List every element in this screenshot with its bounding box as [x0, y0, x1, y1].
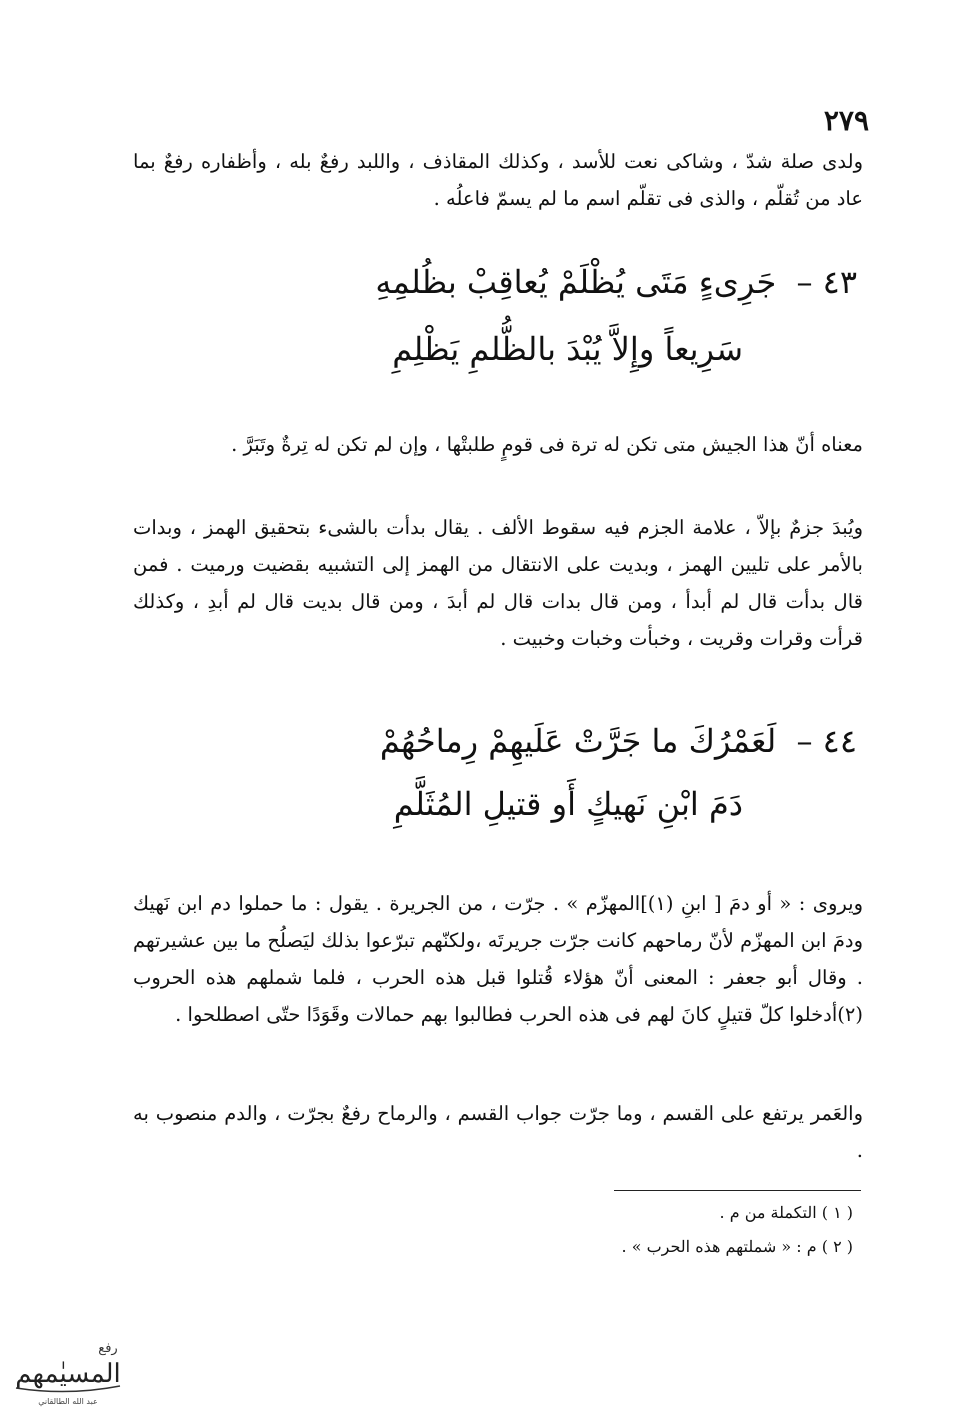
footnote-1-text: التكملة من م . [719, 1203, 817, 1222]
verse-44-line-1 [380, 717, 857, 765]
verse-44-number: ٤٤ – [796, 722, 857, 760]
footnote-1 [720, 1200, 853, 1226]
verse-43-first-hemistich: جَرِىءٍ مَتَى يُظْلَمْ يُعاقِبْ بظُلمِهِ [375, 263, 777, 301]
footnote-separator [614, 1190, 861, 1191]
paragraph-3: ويُبدَ جزمٌ بإلاّ ، علامة الجزم فيه سقوط الألف . يقال بدأت بالشىء بتحقيق الهمز ، وبدات بالأمر على تليين الهمز ، وبديت على الانتقال من الهمز إلى التشبيه بقضيت ورميت . فمن قال بدأت قال لم أبدأ ، ومن قال بدات قال لم أبدَ ، ومن قال بديت قال لم أبدِ ، وكذلك قرأت وقرات وقريت ، وخبأت وخبات وخبيت . [133, 516, 863, 650]
footnote-2-text: م : « شملتهم هذه الحرب » . [621, 1237, 817, 1256]
footnote-1-marker: ( ١ ) [821, 1203, 853, 1222]
page-number: ٢٧٩ [823, 104, 869, 137]
verse-44-first-hemistich: لَعَمْرُكَ ما جَرَّتْ عَلَيهِمْ رِماحُهُمْ [379, 722, 777, 760]
paragraph-1: ولدى صلة شدّ ، وشاكى نعت للأسد ، وكذلك المقاذف ، واللبد رفعٌ بله ، وأظفاره رفعٌ بما عاد من تُقلّم ، والذى فى تقلّم اسم ما لم يسمّ فاعلُه . [133, 150, 863, 210]
verse-43-number: ٤٣ – [796, 263, 857, 301]
stamp-line-3: عبد الله الطالقاني [38, 1397, 98, 1406]
library-stamp-logo [8, 1330, 128, 1410]
stamp-line-1: رفع [98, 1341, 118, 1356]
verse-44-line-2: دَمَ ابْنِ نَهيكٍ أَو قتيلِ المُثَلَّمِ [393, 785, 743, 823]
verse-43-line-1 [375, 258, 857, 306]
stamp-line-2: المسيٰمهم [15, 1359, 121, 1389]
footnote-2-marker: ( ٢ ) [821, 1237, 853, 1256]
paragraph-2: معناه أنّ هذا الجيش متى تكن له ترة فى قومٍ طلبتْها ، وإن لم تكن له تِرةٌ وتَبَرَّ . [231, 433, 863, 456]
paragraph-4: ويروى : « أو دمَ [ ابنِ (١)]المهزّم » . جرّت ، من الجريرة . يقول : ما حملوا دم ابن نَهيك ودمَ ابن المهزّم لأنّ رماحهم كانت جرّت جريرتَه ،ولكنّهم تبرّعوا بذلك ليَصلُح ما بين عشيرتهم . وقال أبو جعفر : المعنى أنّ هؤلاء قُتلوا قبل هذه الحرب ، فلما شملهم هذه الحروب (٢)أدخلوا كلّ قتيلٍ كانَ لهم فى هذه الحرب فطالبوا بهم حمالات وقَوَدًا حتّى اصطلحوا . [133, 892, 863, 1026]
footnote-2 [622, 1234, 853, 1260]
paragraph-5: والعَمر يرتفع على القسم ، وما جرّت جواب القسم ، والرماح رفعٌ بجرّت ، والدم منصوب به . [133, 1102, 863, 1162]
verse-43-line-2: سَرِيعاً وإِلاَّ يُبْدَ بالظُّلمِ يَظْلِمِ [392, 330, 743, 368]
